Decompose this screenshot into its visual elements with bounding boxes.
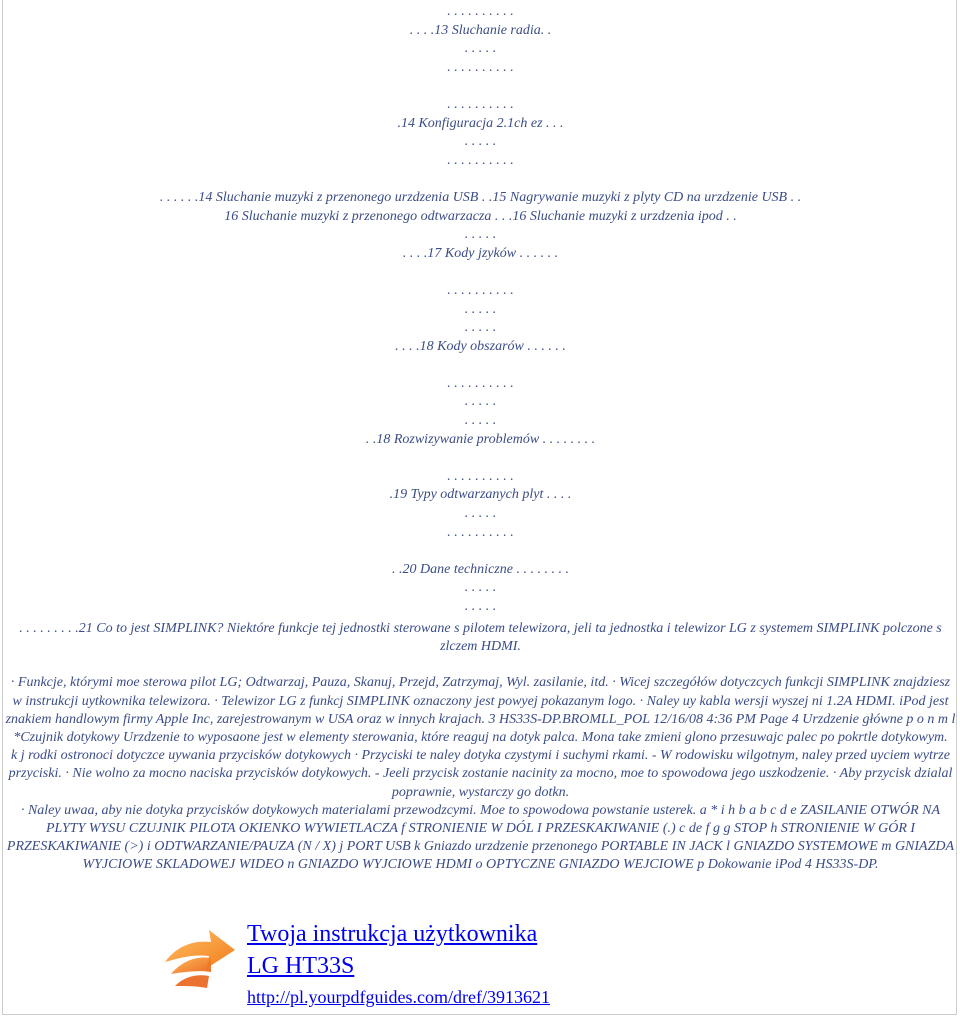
- toc-line: . . . . .: [464, 227, 497, 243]
- toc-line: . . . . .: [464, 394, 497, 410]
- toc-line: . . . .13 Sluchanie radia. .: [409, 22, 552, 38]
- toc-line: . . . . . . . . . .: [447, 524, 514, 540]
- toc-line: . . . . . . . . . .: [447, 152, 514, 168]
- manual-url-link[interactable]: http://pl.yourpdfguides.com/dref/3913621: [247, 987, 550, 1007]
- toc-line: .19 Typy odtwarzanych plyt . . . .: [389, 487, 572, 503]
- toc-line: . . . . .: [464, 134, 497, 150]
- touch-buttons-precautions-paragraph: k j rodki ostronoci dotyczce uywania przycisków dotykowych · Przyciski te naley dotyka czystymi i suchymi rkami. - W rodowisku wilgotnym, naley przed uyciem wytrze przyciski. · Nie wolno za mocno naciska przycisków dotykowych. - Jeeli przycisk zostanie nacinity za mocno, moe to spowodowa jego uszkodzenie. · Aby przycisk dzialal poprawnie, wystarczy go dotkn.: [8, 748, 953, 800]
- main-unit-parts-paragraph: · Naley uwaa, aby nie dotyka przycisków dotykowych materialami przewodzcymi. Moe to spowodowa powstanie usterek. a * i h b a b c d e ZASILANIE OTWÓR NA PLYTY WYSU CZUJNIK PILOTA OKIENKO WYWIETLACZA f STRONIENIE W DÓL I PRZESKAKIWANIE (.) c de f g g STOP h STRONIENIE W GÓR I PRZESKAKIWANIE (>) i ODTWARZANIE/PAUZA (N / X) j PORT USB k Gniazdo urzdzenie przenonego PORTABLE IN JACK l GNIAZDO SYSTEMOWE m GNIAZDA WYJCIOWE SKLADOWEJ WIDEO n GNIAZDO WYJCIOWE HDMI o OPTYCZNE GNIAZDO WEJCIOWE p Dokowanie iPod 4 HS33S-DP.: [6, 802, 955, 873]
- toc-line: . . . .18 Kody obszarów . . . . . .: [395, 338, 566, 354]
- document-page: [2, 0, 957, 1015]
- toc-line: . . . . .: [464, 580, 497, 596]
- toc-line: . . . . .: [464, 301, 497, 317]
- toc-line: . . . . . . . . . .: [447, 375, 514, 391]
- toc-line: . . . . . . . . . .: [447, 96, 514, 112]
- orange-arrow-logo-icon: [161, 916, 239, 994]
- toc-line: . . . .17 Kody jzyków . . . . . .: [402, 245, 559, 261]
- toc-line: [3, 170, 958, 189]
- model-link[interactable]: LG HT33S: [247, 953, 355, 979]
- toc-line: [3, 77, 958, 96]
- toc-line: 16 Sluchanie muzyki z przenonego odtwarzacza . . .16 Sluchanie muzyki z urzdzenia ipod . .: [224, 208, 737, 224]
- toc-line: . . . . .: [464, 413, 497, 429]
- simplink-details-paragraph: · Funkcje, którymi moe sterowa pilot LG; Odtwarzaj, Pauza, Skanuj, Przejd, Zatrzymaj, Wyl. zasilanie, itd. · Wicej szczegółów dotyczcych funkcji SIMPLINK znajdziesz w instrukcji uytkownika telewizora. · Telewizor LG z funkcj SIMPLINK oznaczony jest powyej pokazanym logo. · Naley uy kabla wersji wyszej ni 1.2A HDMI. iPod jest znakiem handlowym firmy Apple Inc, zarejestrowanym w USA oraz w innych krajach. 3 HS33S-DP.BROMLL_POL 12/16/08 4:36 PM Page 4 Urzdzenie główne p o n m l *Czujnik dotykowy Urzdzenie to wyposaone jest w elementy sterowania, które reaguj na dotyk palca. Mona take zmieni glono przesuwajc palec po pokrtle dotykowym.: [5, 675, 956, 746]
- toc-line: [3, 263, 958, 282]
- toc-line: . . . . .: [464, 506, 497, 522]
- toc-line: . . . . . . . . . .: [447, 282, 514, 298]
- toc-line: . . . . .: [464, 320, 497, 336]
- footer-links: [247, 918, 550, 1012]
- toc-line: . . . . . . . . . .: [447, 59, 514, 75]
- toc-line: . . . . . .14 Sluchanie muzyki z przenonego urzdzenia USB . .15 Nagrywanie muzyki z plyty CD na urzdzenie USB . .: [159, 189, 802, 205]
- body-text: [3, 620, 958, 875]
- table-of-contents: [3, 3, 958, 617]
- manual-title-link[interactable]: Twoja instrukcja użytkownika: [247, 921, 538, 947]
- toc-line: [3, 542, 958, 561]
- toc-line: [3, 356, 958, 375]
- toc-line: . . . . . . . . . .: [447, 468, 514, 484]
- toc-line: . . . . .: [464, 41, 497, 57]
- simplink-intro-paragraph: . . . . . . . . .21 Co to jest SIMPLINK? Niektóre funkcje tej jednostki sterowane s pilotem telewizora, jeli ta jednostka i telewizor LG z systemem SIMPLINK polczone s zlczem HDMI.: [19, 621, 942, 655]
- toc-line: . . . . . . . . . .: [447, 4, 514, 19]
- toc-line: .14 Konfiguracja 2.1ch ez . . .: [397, 115, 564, 131]
- toc-line: [3, 449, 958, 468]
- toc-line: . .20 Dane techniczne . . . . . . . .: [392, 561, 569, 577]
- toc-line: . . . . .: [464, 599, 497, 614]
- footer-banner: [161, 914, 601, 1010]
- toc-line: . .18 Rozwizywanie problemów . . . . . . . .: [365, 431, 596, 447]
